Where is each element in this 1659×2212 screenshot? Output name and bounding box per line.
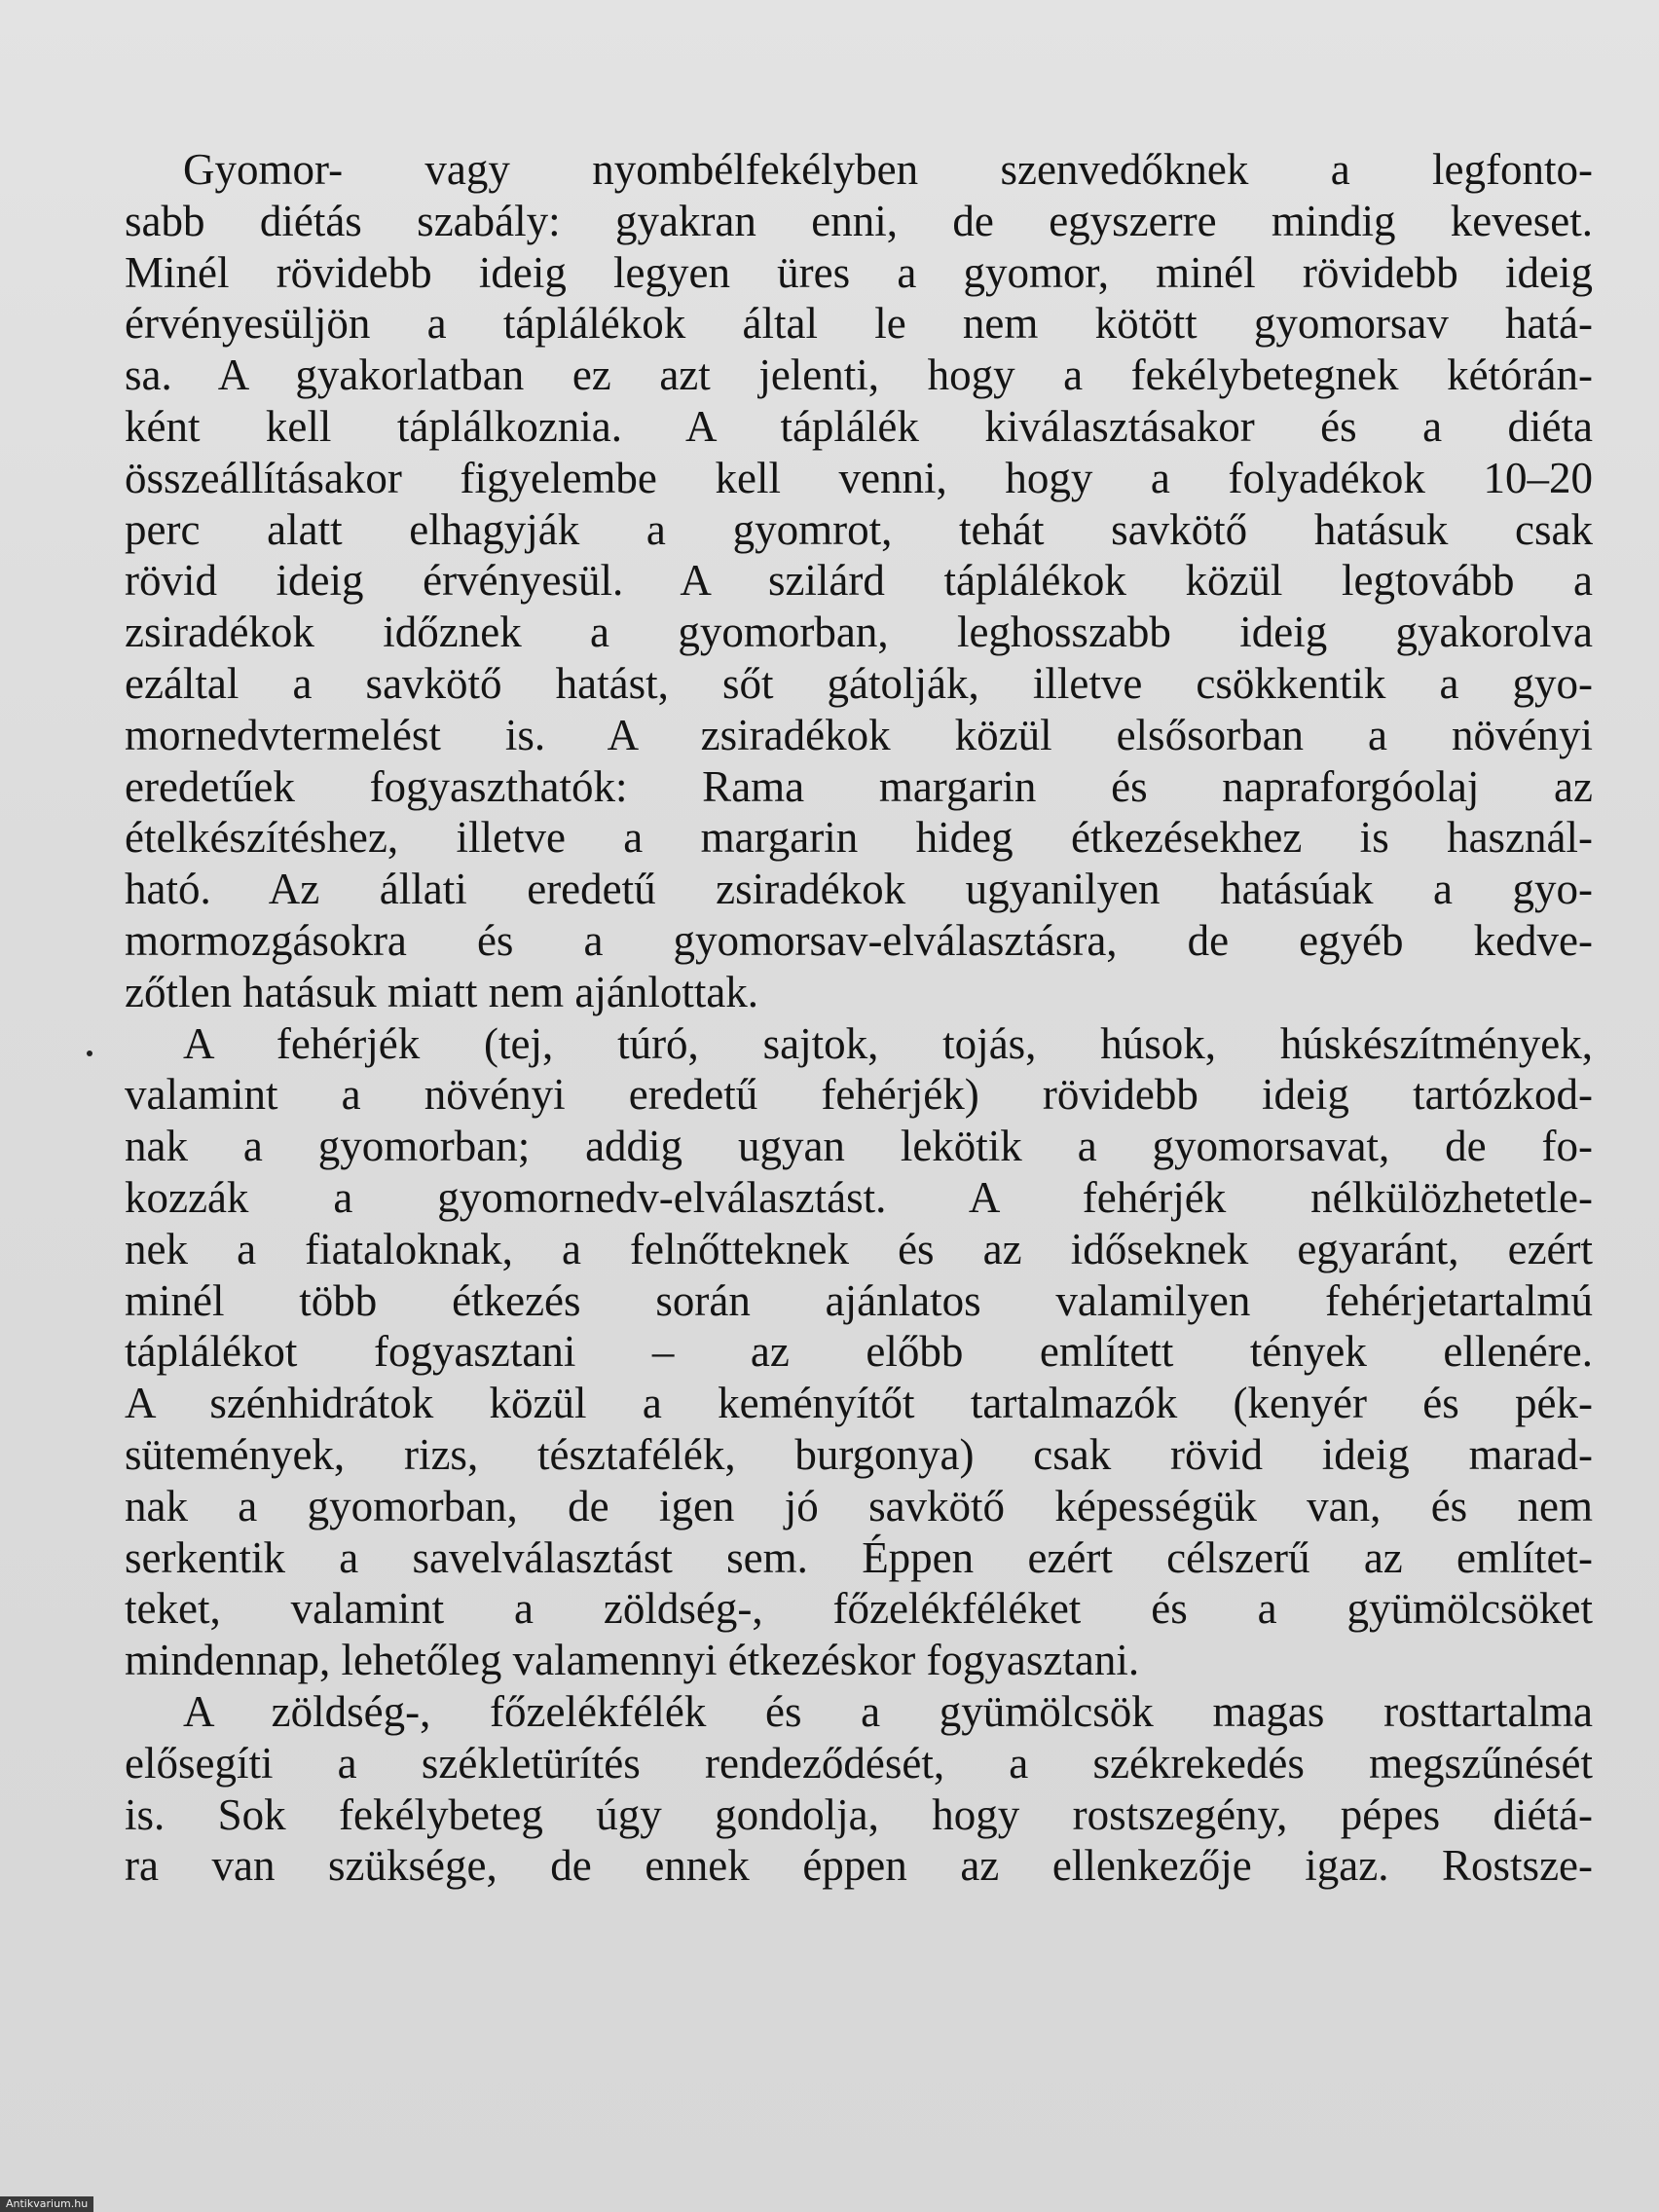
text-line: rövid ideig érvényesül. A szilárd táplálékok közül legtovább a <box>125 556 1593 606</box>
text-line: valamint a növényi eredetű fehérjék) rövidebb ideig tartózkod- <box>125 1070 1593 1120</box>
text-line: nak a gyomorban; addig ugyan lekötik a gyomorsavat, de fo- <box>125 1122 1593 1171</box>
text-line: mornedvtermelést is. A zsiradékok közül elsősorban a növényi <box>125 710 1593 759</box>
text-line: elősegíti a székletürítés rendeződését, a székrekedés megszűnését <box>125 1738 1593 1788</box>
text-line: nak a gyomorban, de igen jó savkötő képességük van, és nem <box>125 1481 1593 1530</box>
text-line: zsiradékok időznek a gyomorban, leghosszabb ideig gyakorolva <box>125 608 1593 657</box>
text-line: Gyomor- vagy nyombélfekélyben szenvedőknek a legfonto- <box>183 145 1593 194</box>
text-line: nek a fiataloknak, a felnőtteknek és az időseknek egyaránt, ezért <box>125 1224 1593 1273</box>
body-text <box>125 144 1593 1892</box>
text-line: zőtlen hatásuk miatt nem ajánlottak. <box>125 967 759 1016</box>
text-line: összeállításakor figyelembe kell venni, hogy a folyadékok 10–20 <box>125 453 1593 502</box>
text-line: kozzák a gyomornedv-elválasztást. A fehérjék nélkülözhetetle- <box>125 1172 1593 1222</box>
watermark-label: Antikvarium.hu <box>0 2196 93 2212</box>
text-line: sütemények, rizs, tésztafélék, burgonya) csak rövid ideig marad- <box>125 1429 1593 1479</box>
text-line: is. Sok fekélybeteg úgy gondolja, hogy rostszegény, pépes diétá- <box>125 1789 1593 1839</box>
text-line: táplálékot fogyasztani – az előbb említett tények ellenére. <box>125 1327 1593 1377</box>
text-line: sabb diétás szabály: gyakran enni, de egyszerre mindig keveset. <box>125 196 1593 245</box>
text-line: mindennap, lehetőleg valamennyi étkezéskor fogyasztani. <box>125 1636 1140 1685</box>
text-line: ételkészítéshez, illetve a margarin hideg étkezésekhez is használ- <box>125 813 1593 863</box>
text-line: A zöldség-, főzelékfélék és a gyümölcsök magas rosttartalma <box>183 1686 1593 1736</box>
text-line: A fehérjék (tej, túró, sajtok, tojás, húsok, húskészítmények, <box>183 1018 1593 1068</box>
text-line: Minél rövidebb ideig legyen üres a gyomor, minél rövidebb ideig <box>125 247 1593 297</box>
text-line: teket, valamint a zöldség-, főzelékféléket és a gyümölcsöket <box>125 1584 1593 1634</box>
text-line: ra van szüksége, de ennek éppen az ellenkezője igaz. Rostsze- <box>125 1841 1593 1891</box>
text-line: A szénhidrátok közül a keményítőt tartalmazók (kenyér és pék- <box>125 1379 1593 1428</box>
text-line: sa. A gyakorlatban ez azt jelenti, hogy a fekélybetegnek kétórán- <box>125 350 1593 400</box>
text-line: mormozgásokra és a gyomorsav-elválasztásra, de egyéb kedve- <box>125 915 1593 965</box>
text-line: eredetűek fogyaszthatók: Rama margarin és napraforgóolaj az <box>125 761 1593 811</box>
text-line: ként kell táplálkoznia. A táplálék kiválasztásakor és a diéta <box>125 401 1593 451</box>
text-line: serkentik a savelválasztást sem. Éppen ezért célszerű az említet- <box>125 1532 1593 1582</box>
text-line: ezáltal a savkötő hatást, sőt gátolják, illetve csökkentik a gyo- <box>125 658 1593 708</box>
text-line: érvényesüljön a táplálékok által le nem kötött gyomorsav hatá- <box>125 299 1593 349</box>
text-line: perc alatt elhagyják a gyomrot, tehát savkötő hatásuk csak <box>125 504 1593 554</box>
text-line: ható. Az állati eredetű zsiradékok ugyanilyen hatásúak a gyo- <box>125 865 1593 914</box>
margin-dot-mark <box>87 1051 92 1056</box>
text-line: minél több étkezés során ajánlatos valamilyen fehérjetartalmú <box>125 1275 1593 1325</box>
